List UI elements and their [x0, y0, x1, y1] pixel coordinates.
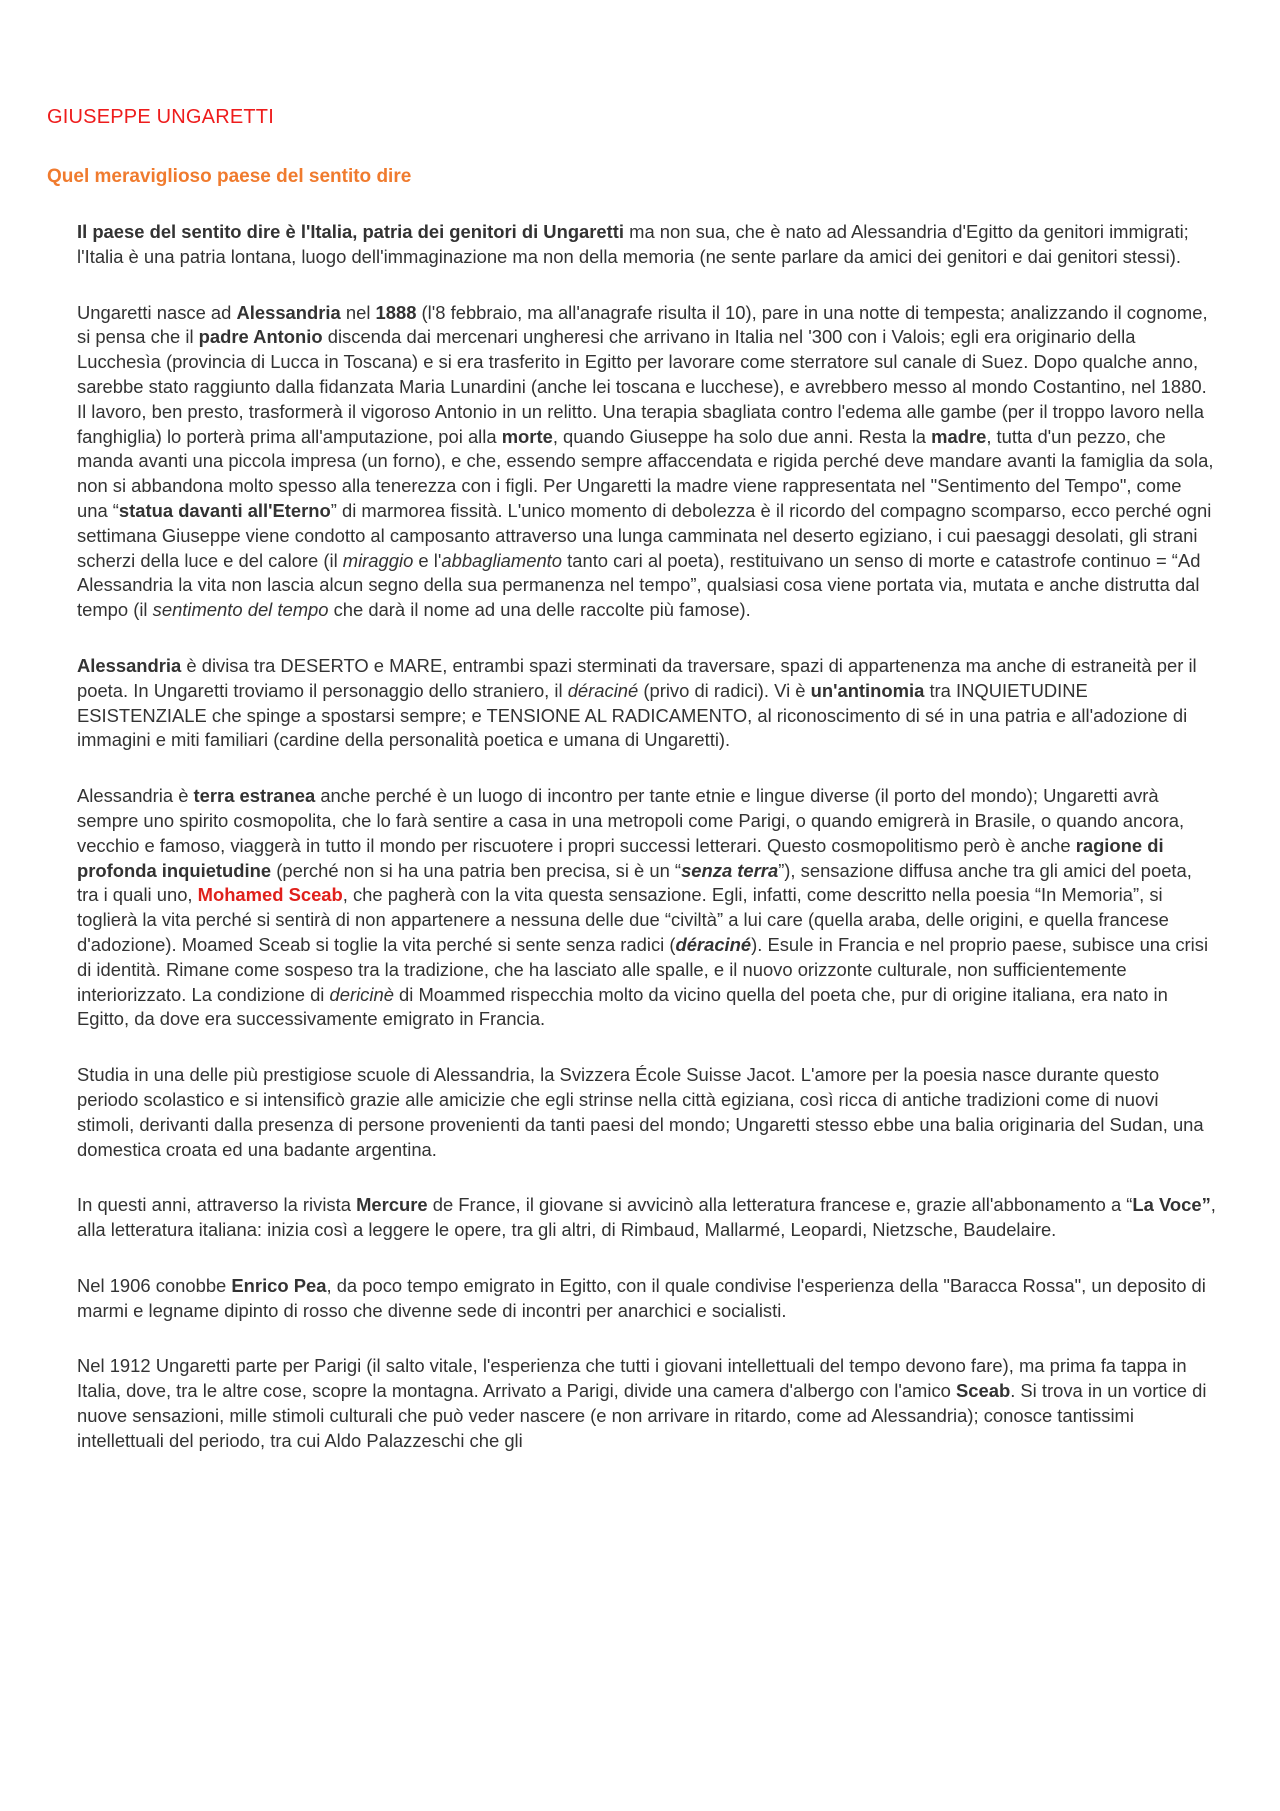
bold-text: Sceab [956, 1380, 1011, 1402]
text-run: ”), sensazione diffusa anche tra gli amici del poeta, tra i quali uno, [77, 859, 1192, 906]
text-run: e l' [413, 549, 442, 571]
body-paragraph [77, 1354, 1217, 1453]
text-run: ” di marmorea fissità. L'unico momento di debolezza è il ricordo del compagno scomparso, ecco perché ogni settimana Giuseppe viene condotto al camposanto attraverso una lunga camminata nel deserto egiziano, i cui paesaggi desolati, gli strani scherzi della luce e del calore (il [77, 499, 1212, 571]
text-run: , da poco tempo emigrato in Egitto, con il quale condivise l'esperienza della "Baracca Rossa", un deposito di marmi e legname dipinto di rosso che divenne sede di incontri per anarchici e socialisti. [77, 1274, 1206, 1321]
body-paragraph [77, 654, 1217, 753]
text-run: , che pagherà con la vita questa sensazione. Egli, infatti, come descritto nella poesia “In Memoria”, si toglierà la vita perché si sentirà di non appartenere a nessuna delle due “civiltà” a lui care (quella araba, delle origini, e quella francese d'adozione). Moamed Sceab si toglie la vita perché si sente senza radici ( [77, 884, 1169, 955]
italic-text: déraciné [567, 679, 639, 701]
body-paragraph [77, 1063, 1217, 1162]
text-run: de France, il giovane si avvicinò alla letteratura francese e, grazie all'abbonamento a “ [427, 1194, 1133, 1216]
highlighted-name: Mohamed Sceab [197, 884, 343, 906]
text-run: Nel 1912 Ungaretti parte per Parigi (il salto vitale, l'esperienza che tutti i giovani intellettuali del tempo devono fare), ma prima fa tappa in Italia, dove, tra le altre cose, scopre la montagna. Arrivato a Parigi, divide una camera d'albergo con l'amico [77, 1355, 1187, 1402]
bold-text: Alessandria [77, 654, 182, 676]
bold-text: morte [501, 425, 553, 447]
text-run: In questi anni, attraverso la rivista [77, 1194, 357, 1216]
italic-text: abbagliamento [441, 549, 563, 571]
text-run: tra INQUIETUDINE ESISTENZIALE che spinge a spostarsi sempre; e TENSIONE AL RADICAMENTO, al riconoscimento di sé in una patria e all'adozione di immagini e miti familiari (cardine della personalità poetica e umana di Ungaretti). [77, 679, 1188, 751]
text-run: ma non sua, che è nato ad Alessandria d'Egitto da genitori immigrati; l'Italia è una patria lontana, luogo dell'immaginazione ma non della memoria (ne sente parlare da amici dei genitori e dai genitori stessi). [77, 221, 1189, 267]
text-run: che darà il nome ad una delle raccolte più famose). [328, 599, 751, 621]
italic-text: dericinè [329, 983, 394, 1005]
document-title: GIUSEPPE UNGARETTI [47, 106, 274, 128]
bold-text: statua davanti all'Eterno [118, 499, 331, 521]
bold-text: Alessandria [236, 301, 341, 323]
bold-text: padre Antonio [198, 326, 323, 348]
text-run: Ungaretti nasce ad [77, 301, 237, 323]
text-run: (perché non si ha una patria ben precisa, si è un “ [271, 859, 682, 881]
text-run: ). Esule in Francia e nel proprio paese, subisce una crisi di identità. Rimane come sospeso tra la tradizione, che ha lasciato alle spalle, e il nuovo orizzonte culturale, non sufficientemente interiorizzato. La condizione di [77, 933, 1209, 1005]
text-run: , quando Giuseppe ha solo due anni. Resta la [552, 425, 932, 447]
bold-italic-text: déraciné [675, 933, 752, 955]
body-paragraph [77, 784, 1217, 1032]
italic-text: sentimento del tempo [152, 599, 329, 621]
document-body [77, 220, 1217, 1485]
italic-text: miraggio [342, 549, 414, 571]
text-run: Alessandria è [77, 785, 194, 807]
bold-text: terra estranea [193, 785, 316, 807]
bold-text: un'antinomia [810, 679, 925, 701]
bold-text: 1888 [375, 301, 417, 323]
text-run: è divisa tra DESERTO e MARE, entrambi spazi sterminati da traversare, spazi di appartenenza ma anche di estraneità per il poeta. In Ungaretti troviamo il personaggio dello straniero, il [77, 654, 1197, 701]
text-run: (l'8 febbraio, ma all'anagrafe risulta il 10), pare in una notte di tempesta; analizzando il cognome, si pensa che il [77, 301, 1208, 348]
bold-text: madre [931, 425, 987, 447]
bold-text: La Voce” [1132, 1194, 1211, 1216]
text-run: discenda dai mercenari ungheresi che arrivano in Italia nel '300 con i Valois; egli era originario della Lucchesìa (provincia di Lucca in Toscana) e si era trasferito in Egitto per lavorare come sterratore sul canale di Suez. Dopo qualche anno, sarebbe stato raggiunto dalla fidanzata Maria Lunardini (anche lei toscana e lucchese), e avrebbero messo al mondo Costantino, nel 1880. Il lavoro, ben presto, trasformerà il vigoroso Antonio in un relitto. Una terapia sbagliata contro l'edema alle gambe (per il troppo lavoro nella fanghiglia) lo porterà prima all'amputazione, poi alla [77, 326, 1207, 447]
text-run: Nel 1906 conobbe [77, 1274, 232, 1296]
bold-text: Enrico Pea [231, 1274, 327, 1296]
bold-text: Mercure [356, 1194, 428, 1216]
text-run: . Si trova in un vortice di nuove sensazioni, mille stimoli culturali che può veder nascere (e non arrivare in ritardo, come ad Alessandria); conosce tantissimi intellettuali del periodo, tra cui Aldo Palazzeschi che gli [77, 1380, 1207, 1451]
text-run: (privo di radici). Vi è [638, 679, 811, 701]
text-run: nel [340, 301, 376, 323]
bold-text: Il paese del sentito dire è l'Italia, patria dei genitori di Ungaretti [77, 221, 625, 242]
body-paragraph [77, 301, 1217, 623]
text-run: anche perché è un luogo di incontro per tante etnie e lingue diverse (il porto del mondo); Ungaretti avrà sempre uno spirito cosmopolita, che lo farà sentire a casa in una metropoli come Parigi, o quando emigrerà in Brasile, o quando ancora, vecchio e famoso, viaggerà in tutto il mondo per riscuotere i propri successi letterari. Questo cosmopolitismo però è anche [77, 785, 1185, 856]
bold-italic-text: senza terra [681, 859, 779, 881]
text-run: , alla letteratura italiana: inizia così a leggere le opere, tra gli altri, di Rimbaud, Mallarmé, Leopardi, Nietzsche, Baudelaire. [77, 1194, 1216, 1241]
body-paragraph [77, 1193, 1217, 1243]
body-paragraph [77, 220, 1217, 270]
text-run: , tutta d'un pezzo, che manda avanti una piccola impresa (un forno), e che, essendo sempre affaccendata e rigida perché deve mandare avanti la famiglia da sola, non si abbandona molto spesso alla tenerezza con i figli. Per Ungaretti la madre viene rappresentata nel "Sentimento del Tempo", come una “ [77, 425, 1214, 521]
bold-text: ragione di profonda inquietudine [77, 834, 1164, 881]
body-paragraph [77, 1274, 1217, 1324]
section-heading: Quel meraviglioso paese del sentito dire [47, 166, 412, 187]
text-run: di Moammed rispecchia molto da vicino quella del poeta che, pur di origine italiana, era nato in Egitto, da dove era successivamente emigrato in Francia. [77, 983, 1168, 1030]
text-run: tanto cari al poeta), restituivano un senso di morte e catastrofe continuo = “Ad Alessandria la vita non lascia alcun segno della sua permanenza nel tempo”, qualsiasi cosa viene portata via, mutata e anche distrutta dal tempo (il [77, 549, 1201, 621]
text-run: Studia in una delle più prestigiose scuole di Alessandria, la Svizzera École Suisse Jacot. L'amore per la poesia nasce durante questo periodo scolastico e si intensificò grazie alle amicizie che egli strinse nella città egiziana, così ricca di antiche tradizioni come di nuovi stimoli, derivanti dalla presenza di persone provenienti da tanti paesi del mondo; Ungaretti stesso ebbe una balia originaria del Sudan, una domestica croata ed una badante argentina. [77, 1064, 1204, 1160]
